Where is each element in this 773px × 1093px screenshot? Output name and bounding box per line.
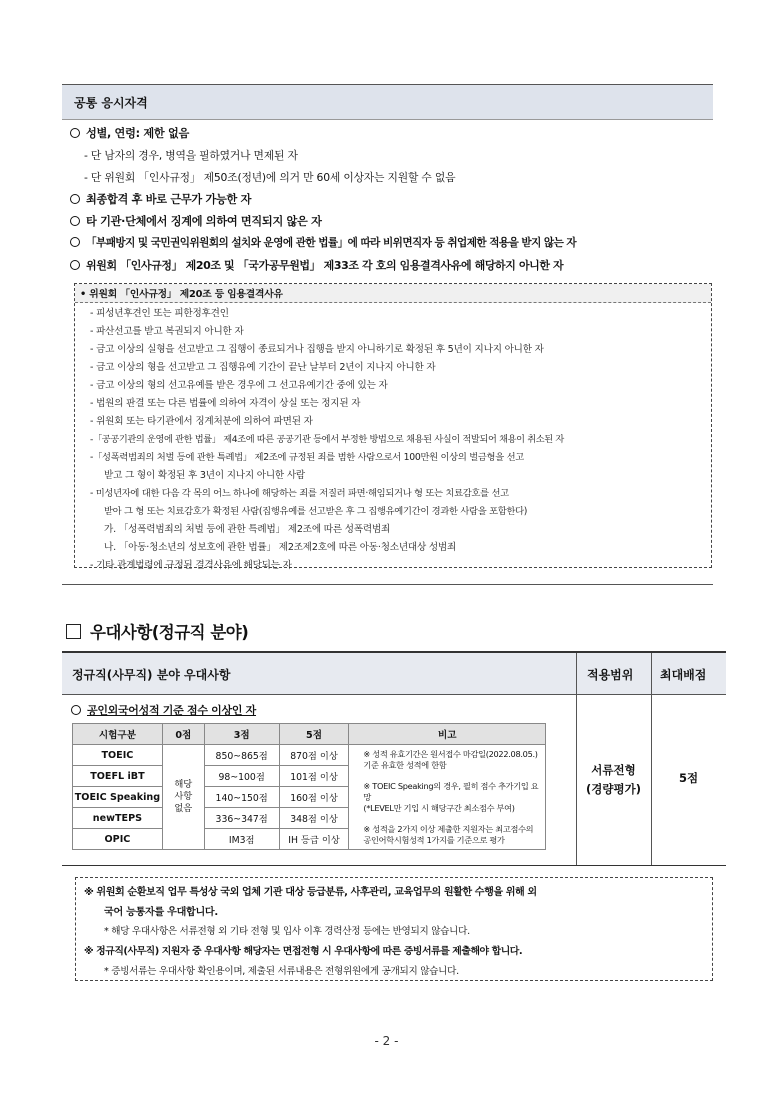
remarks-cell — [349, 745, 546, 850]
five-point-range: IH 등급 이상 — [279, 829, 349, 850]
column-header: 시험구분 — [73, 724, 163, 745]
note-line: 국어 능통자를 우대합니다. — [104, 907, 218, 918]
square-bullet-icon — [66, 624, 81, 639]
note-line: * 해당 우대사항은 서류전형 외 기타 전형 및 입사 이후 경력산정 등에는 반영되지 않습니다. — [104, 926, 470, 937]
preference-header-max: 최대배점 — [660, 668, 707, 682]
circle-bullet-icon — [70, 260, 80, 270]
disqualification-line: - 금고 이상의 형을 선고받고 그 집행유예 기간이 끝난 날부터 2년이 지나지 아니한 자 — [90, 362, 436, 373]
circle-bullet-icon — [70, 128, 80, 138]
table-row — [73, 745, 546, 766]
preference-section-title: 우대사항(정규직 분야) — [66, 619, 248, 643]
remark: ※ 성적 유효기간은 원서접수 마감일(2022.08.05.) 기준 유효한 성적에 한함 — [363, 748, 538, 770]
disqualification-line: 가. 「성폭력범죄의 처벌 등에 관한 특례법」 제2조에 따른 성폭력범죄 — [104, 524, 391, 535]
three-point-range: 336~347점 — [204, 808, 279, 829]
common-qualification-header — [62, 85, 713, 120]
preference-header-scope: 적용범위 — [587, 668, 634, 682]
language-score-subtitle: 공인외국어성적 기준 점수 이상인 자 — [71, 702, 256, 718]
exam-name: TOEFL iBT — [73, 766, 163, 787]
disqualification-line: 받고 그 형이 확정된 후 3년이 지나지 아니한 사람 — [104, 470, 305, 481]
circle-bullet-icon — [70, 237, 80, 247]
qualification-subitem: - 단 남자의 경우, 병역을 필하였거나 면제된 자 — [84, 149, 298, 162]
exam-name: OPIC — [73, 829, 163, 850]
disqualification-line: - 피성년후견인 또는 피한정후견인 — [90, 308, 229, 319]
three-point-range: 98~100점 — [204, 766, 279, 787]
qualification-subitem: - 단 위원회 「인사규정」 제50조(정년)에 의거 만 60세 이상자는 지원할 수 없음 — [84, 171, 456, 184]
five-point-range: 870점 이상 — [279, 745, 349, 766]
disqualification-line: 받아 그 형 또는 치료감호가 확정된 사람(집행유예를 선고받은 후 그 집행유예기간이 경과한 사람을 포함한다) — [104, 506, 528, 517]
disqualification-line: 나. 「아동·청소년의 성보호에 관한 법률」 제2조제2호에 따른 아동·청소년대상 성범죄 — [104, 542, 457, 553]
language-score-table — [72, 723, 546, 850]
disqualification-line: -「공공기관의 운영에 관한 법률」 제4조에 따른 공공기관 등에서 부정한 방법으로 채용된 사실이 적발되어 채용이 취소된 자 — [90, 434, 564, 445]
column-header: 비고 — [349, 724, 546, 745]
disqualification-box-title: • 위원회 「인사규정」 제20조 등 임용결격사유 — [80, 289, 283, 300]
zero-point-cell: 해당 사항 없음 — [162, 745, 204, 850]
qualification-item: 위원회 「인사규정」 제20조 및 「국가공무원법」 제33조 각 호의 임용결격사유에 해당하지 아니한 자 — [70, 257, 563, 273]
note-line: ※ 정규직(사무직) 지원자 중 우대사항 해당자는 면접전형 시 우대사항에 따른 증빙서류를 제출해야 합니다. — [84, 946, 523, 957]
disqualification-line: -「성폭력범죄의 처벌 등에 관한 특례법」 제2조에 규정된 죄를 범한 사람으로서 100만원 이상의 벌금형을 선고 — [90, 452, 524, 463]
table-divider — [651, 653, 652, 865]
qualification-item: 「부패방지 및 국민권익위원회의 설치와 운영에 관한 법률」에 따라 비위면직자 등 취업제한 적용을 받지 않는 자 — [70, 235, 576, 250]
scope-value: 서류전형 (경량평가) — [586, 763, 641, 796]
remark: ※ 성적을 2가지 이상 제출한 지원자는 최고점수의 공인어학시험성적 1가지를 기준으로 평가 — [363, 823, 534, 845]
exam-name: newTEPS — [73, 808, 163, 829]
disqualification-line: - 파산선고를 받고 복권되지 아니한 자 — [90, 326, 244, 337]
column-header: 5점 — [279, 724, 349, 745]
qualification-item: 타 기관·단체에서 징계에 의하여 면직되지 않은 자 — [70, 213, 322, 229]
common-qualification-title: 공통 응시자격 — [74, 96, 148, 110]
three-point-range: IM3점 — [204, 829, 279, 850]
circle-bullet-icon — [70, 216, 80, 226]
table-divider — [576, 653, 577, 865]
three-point-range: 140~150점 — [204, 787, 279, 808]
note-line: * 증빙서류는 우대사항 확인용이며, 제출된 서류내용은 전형위원에게 공개되지 않습니다. — [104, 966, 459, 977]
page-number: - 2 - — [374, 1034, 399, 1048]
disqualification-line: - 기타 관계법령에 규정된 결격사유에 해당되는 자 — [90, 560, 292, 571]
max-score-value: 5점 — [678, 771, 699, 785]
column-header: 0점 — [162, 724, 204, 745]
preference-header-main: 정규직(사무직) 분야 우대사항 — [72, 668, 231, 682]
disqualification-line: - 미성년자에 대한 다음 각 목의 어느 하나에 해당하는 죄를 저질러 파면·해임되거나 형 또는 치료감호를 선고 — [90, 488, 509, 499]
qualification-item: 성별, 연령: 제한 없음 — [70, 125, 189, 141]
disqualification-line: - 법원의 판결 또는 다른 법률에 의하여 자격이 상실 또는 정지된 자 — [90, 398, 361, 409]
exam-name: TOEIC — [73, 745, 163, 766]
three-point-range: 850~865점 — [204, 745, 279, 766]
disqualification-line: - 위원회 또는 타기관에서 징계처분에 의하여 파면된 자 — [90, 416, 313, 427]
circle-bullet-icon — [70, 194, 80, 204]
exam-name: TOEIC Speaking — [73, 787, 163, 808]
five-point-range: 101점 이상 — [279, 766, 349, 787]
remark: ※ TOEIC Speaking의 경우, 필히 점수 추가기입 요망 (*LEVEL만 기입 시 해당구간 최소점수 부여) — [363, 780, 539, 813]
disqualification-line: - 금고 이상의 형의 선고유예를 받은 경우에 그 선고유예기간 중에 있는 자 — [90, 380, 388, 391]
note-line: ※ 위원회 순환보직 업무 특성상 국외 업체 기관 대상 등급분류, 사후관리, 교육업무의 원활한 수행을 위해 외 — [84, 887, 537, 898]
circle-bullet-icon — [71, 705, 81, 715]
five-point-range: 160점 이상 — [279, 787, 349, 808]
disqualification-line: - 금고 이상의 실형을 선고받고 그 집행이 종료되거나 집행을 받지 아니하기로 확정된 후 5년이 지나지 아니한 자 — [90, 344, 544, 355]
qualification-item: 최종합격 후 바로 근무가 가능한 자 — [70, 191, 251, 207]
five-point-range: 348점 이상 — [279, 808, 349, 829]
column-header: 3점 — [204, 724, 279, 745]
